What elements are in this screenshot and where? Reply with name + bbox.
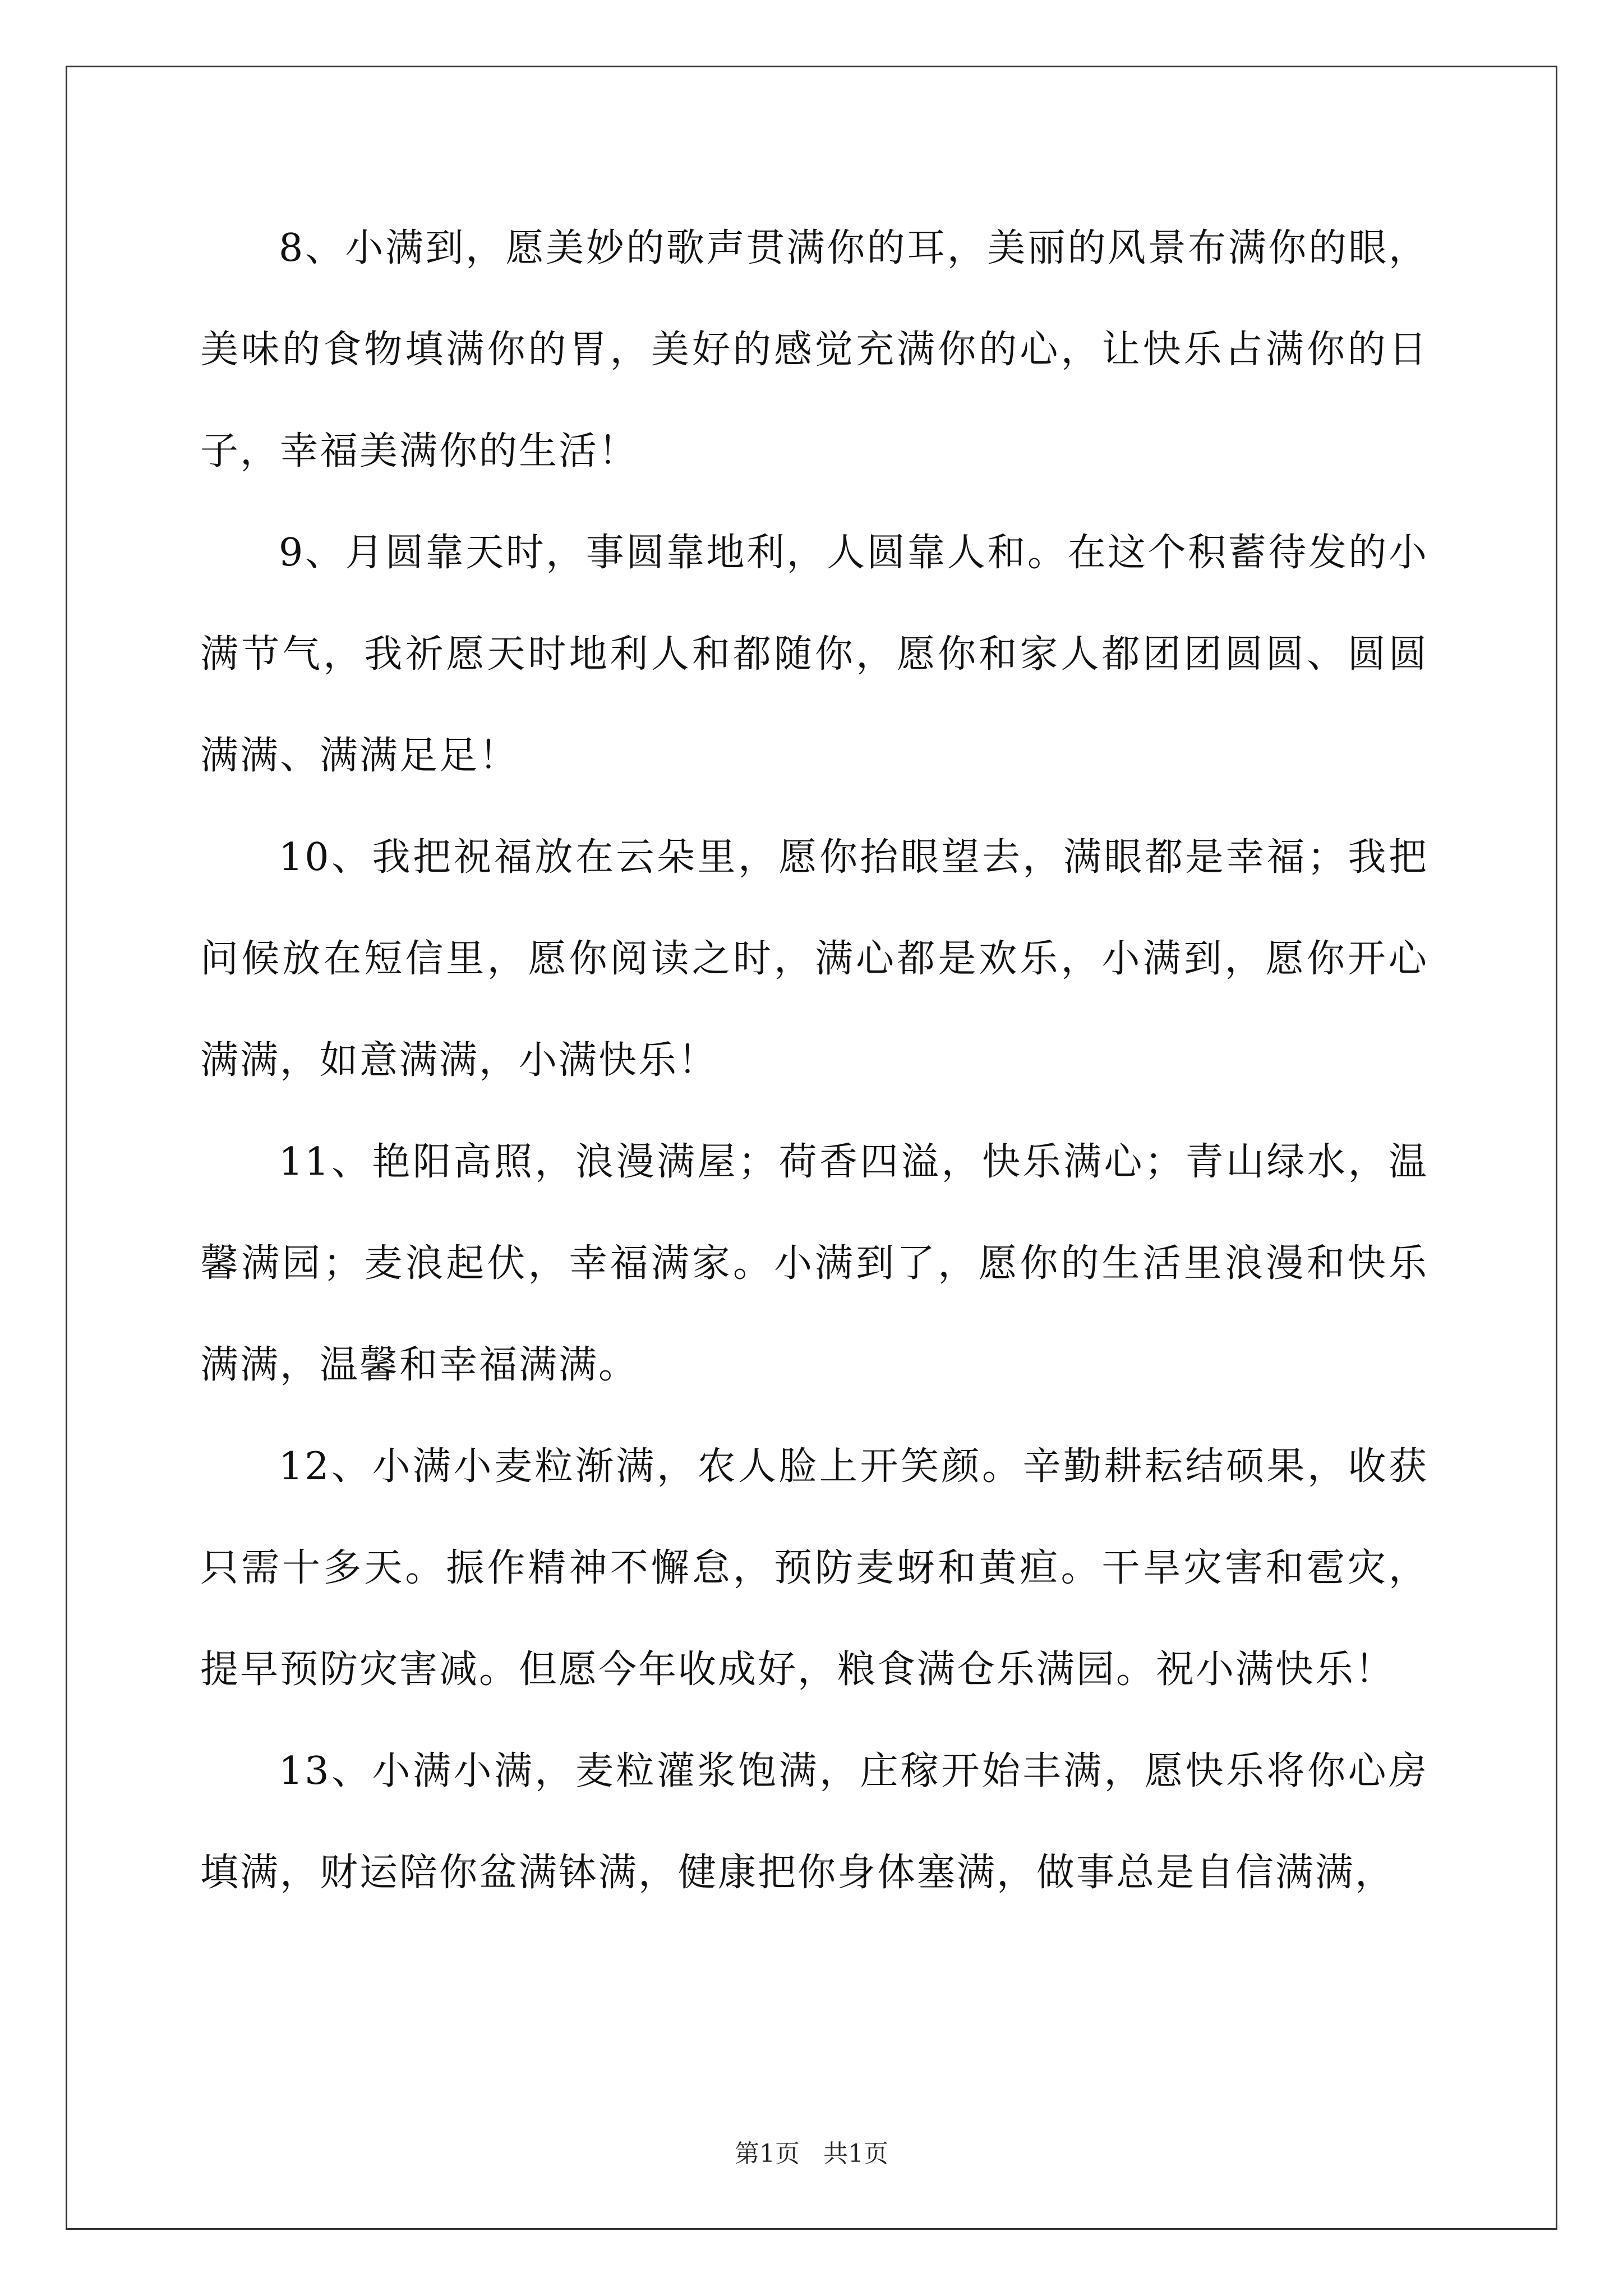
document-body [200, 197, 1428, 1924]
paragraph-8: 8、小满到，愿美妙的歌声贯满你的耳，美丽的风景布满你的眼，美味的食物填满你的胃，美好的感觉充满你的心，让快乐占满你的日子，幸福美满你的生活！ [200, 226, 1428, 473]
paragraph-13: 13、小满小满，麦粒灌浆饱满，庄稼开始丰满，愿快乐将你心房填满，财运陪你盆满钵满，健康把你身体塞满，做事总是自信满满， [200, 1749, 1428, 1895]
paragraph-11: 11、艳阳高照，浪漫满屋；荷香四溢，快乐满心；青山绿水，温馨满园；麦浪起伏，幸福满家。小满到了，愿你的生活里浪漫和快乐满满，温馨和幸福满满。 [200, 1140, 1428, 1387]
paragraph-9: 9、月圆靠天时，事圆靠地利，人圆靠人和。在这个积蓄待发的小满节气，我祈愿天时地利人和都随你，愿你和家人都团团圆圆、圆圆满满、满满足足！ [200, 531, 1428, 778]
paragraph-10: 10、我把祝福放在云朵里，愿你抬眼望去，满眼都是幸福；我把问候放在短信里，愿你阅读之时，满心都是欢乐，小满到，愿你开心满满，如意满满，小满快乐！ [200, 835, 1428, 1083]
paragraph-12: 12、小满小麦粒渐满，农人脸上开笑颜。辛勤耕耘结硕果，收获只需十多天。振作精神不懈怠，预防麦蚜和黄疸。干旱灾害和雹灾，提早预防灾害减。但愿今年收成好，粮食满仓乐满园。祝小满快乐！ [200, 1444, 1428, 1692]
page-number-footer: 第1页 共1页 [735, 2139, 888, 2168]
